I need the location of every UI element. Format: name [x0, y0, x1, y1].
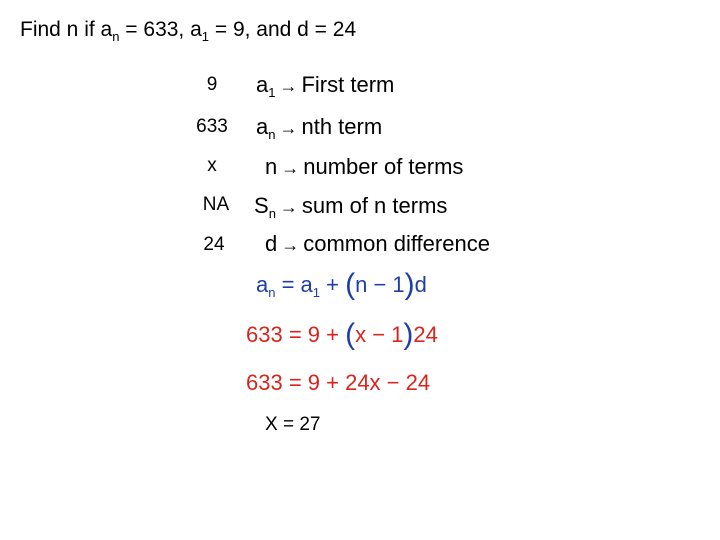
definition-n: n → number of terms [265, 154, 464, 179]
value-n: x [207, 155, 217, 176]
arithmetic-formula: $a_n = a_1 + (n - 1)d$ [256, 268, 427, 301]
value-sn: NA [202, 194, 230, 215]
substitution-step: 633 = 9 + (x − 1)24 [246, 318, 438, 351]
arrow-icon: → [281, 158, 300, 178]
definition-a1: $a_1$ → First term [256, 72, 395, 100]
definition-d: d → common difference [265, 231, 490, 256]
value-d: 24 [203, 234, 225, 255]
arrow-icon: → [279, 197, 298, 217]
problem-statement: Find n if $a_n = 633$, $a_1 = 9$, and d = 24 [20, 18, 357, 44]
value-an: 633 [196, 116, 228, 137]
arrow-icon: → [279, 118, 298, 138]
expanded-step: 633 = 9 + 24x − 24 [246, 370, 431, 395]
answer: X = 27 [265, 414, 321, 435]
definition-sn: $S_n$ → sum of n terms [254, 193, 448, 221]
definition-an: $a_n$ → nth term [256, 114, 383, 142]
arrow-icon: → [279, 76, 298, 96]
value-a1: 9 [206, 74, 218, 95]
arrow-icon: → [281, 235, 300, 255]
